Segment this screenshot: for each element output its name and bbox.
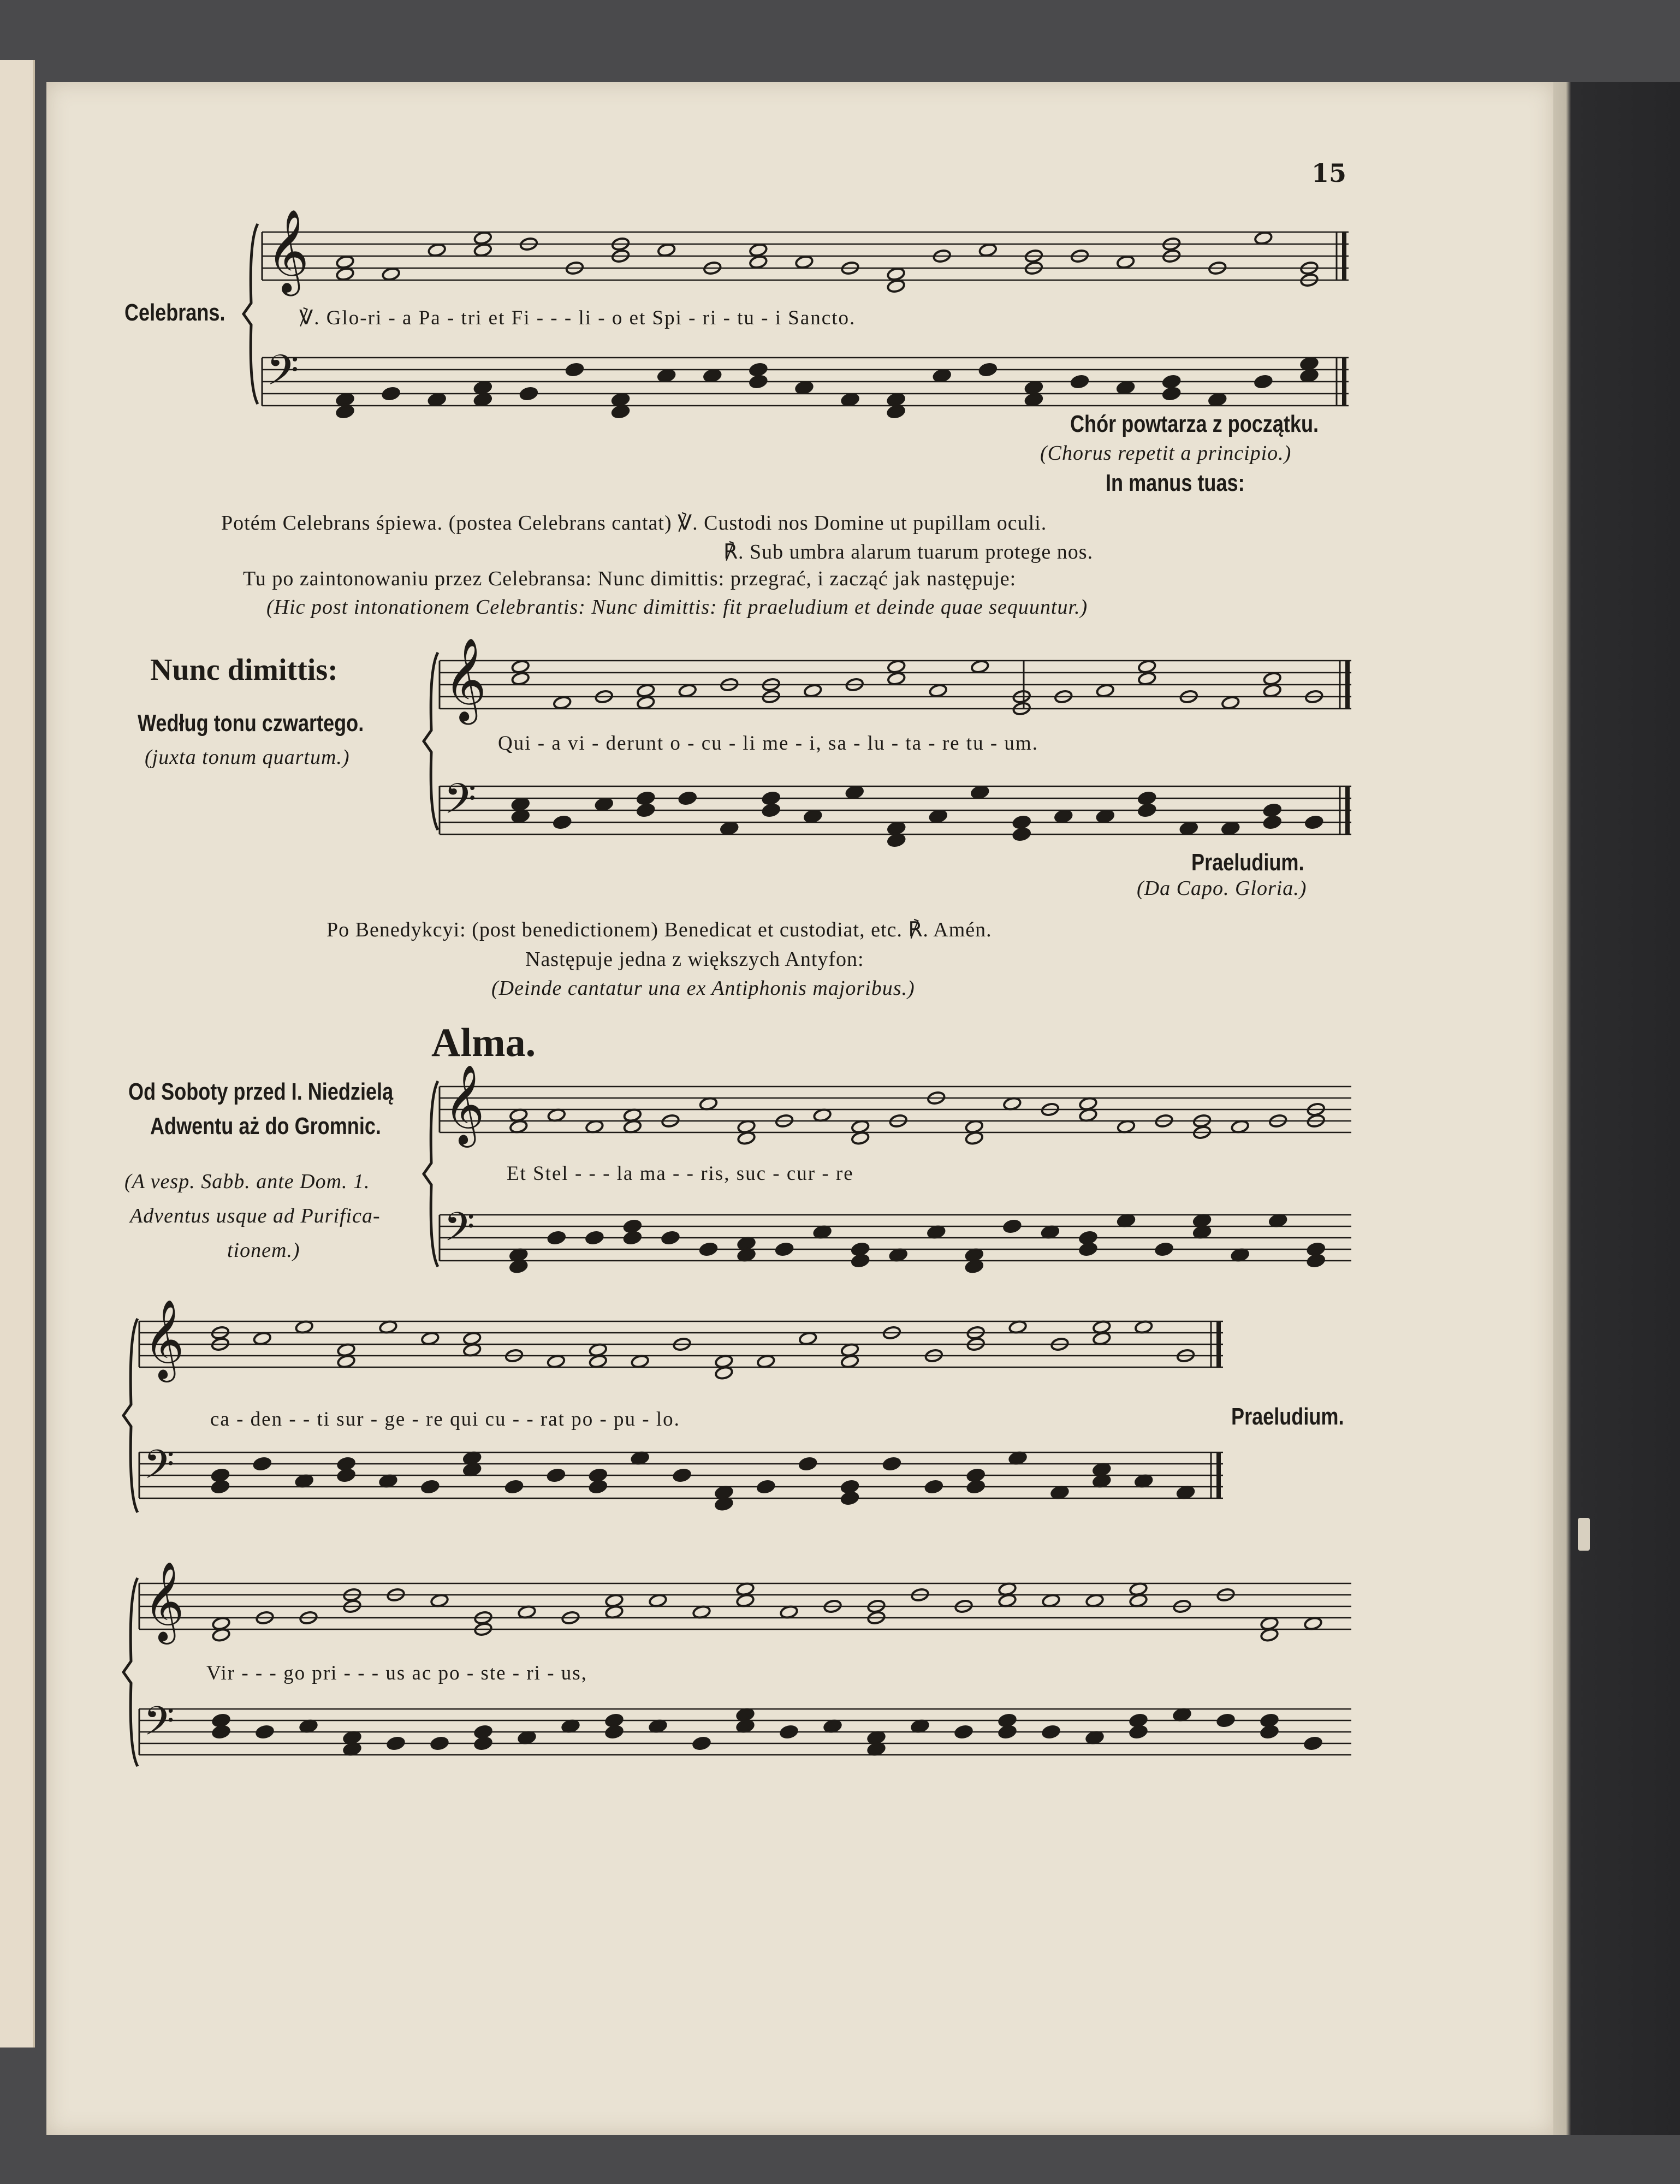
alma3-bass-note — [1304, 1736, 1322, 1750]
alma1-bass-note — [737, 1236, 756, 1250]
alma1-bass-note — [547, 1231, 566, 1245]
alma1-treble-note — [1079, 1096, 1097, 1111]
alma3-bass-note — [780, 1725, 798, 1739]
system2-bass-note — [1054, 809, 1073, 823]
bass-clef-icon: 𝄢 — [444, 1203, 475, 1260]
alma3-bass-note — [1260, 1713, 1279, 1728]
system1-treble-note — [887, 279, 905, 293]
alma2-bass-note — [966, 1468, 985, 1482]
alma1-treble-note — [547, 1108, 566, 1122]
alma1-treble-note — [509, 1108, 528, 1122]
treble-clef-icon: 𝄞 — [266, 209, 310, 293]
alma3-bass-note — [1216, 1713, 1235, 1728]
alma2-bass-note — [715, 1485, 733, 1499]
system2-bass-note — [887, 833, 906, 847]
system1-bass-note — [519, 387, 538, 401]
instruction-line-1: Potém Celebrans śpiewa. (postea Celebrans cantat) ℣. Custodi nos Domine ut pupillam oculi. — [221, 512, 1047, 535]
benediction-line-3: (Deinde cantatur una ex Antiphonis majoribus.) — [491, 977, 915, 1000]
system2-bass-note — [762, 791, 780, 805]
alma3-bass-note — [692, 1736, 711, 1750]
alma3-treble-note — [212, 1616, 230, 1630]
system1-bass-note — [1162, 375, 1181, 389]
alma2-bass-note — [799, 1457, 817, 1471]
alma2-bass-note — [1093, 1474, 1111, 1488]
system1-bass-note — [382, 387, 400, 401]
alma3-bass-note — [911, 1719, 929, 1733]
system1-bass-note — [657, 369, 676, 383]
alma3-bass-note — [212, 1713, 230, 1728]
alma2-bass-note — [757, 1480, 775, 1494]
system1-bass-note — [1254, 375, 1273, 389]
alma2-bass-note — [841, 1491, 859, 1505]
alma3-bass-note — [605, 1713, 624, 1728]
system2-bass-note — [1263, 815, 1281, 829]
system2-bass-note — [511, 809, 530, 823]
alma3-bass-note — [343, 1730, 361, 1744]
alma3-bass-note — [736, 1707, 755, 1722]
system1-brace — [244, 224, 258, 404]
system1-bass-note — [336, 393, 354, 407]
alma3-treble-note — [430, 1593, 449, 1607]
alma2-treble-note — [1093, 1331, 1111, 1345]
alma1-treble-note — [813, 1108, 832, 1122]
alma3-bass-note — [867, 1730, 886, 1744]
alma2-treble-note — [1093, 1320, 1111, 1334]
alma2-bass-note — [589, 1480, 607, 1494]
system1-bass-note — [749, 375, 768, 389]
alma2-treble-note — [337, 1354, 355, 1368]
alma3-bass-note — [1085, 1730, 1104, 1744]
system2-treble-note — [637, 684, 655, 698]
alma2-treble-note — [295, 1320, 313, 1334]
benediction-line-1: Po Benedykcyi: (post benedictionem) Benedicat et custodiat, etc. ℟. Amén. — [326, 918, 992, 941]
alma3-bass-note — [1260, 1725, 1279, 1739]
system2-treble-note — [1263, 684, 1281, 698]
system1-bass-note — [612, 393, 630, 407]
system1-treble-note — [657, 243, 676, 257]
system1-treble-note — [887, 267, 905, 281]
system2-bass-note — [637, 791, 655, 805]
instruction-line-3: Tu po zaintonowaniu przez Celebransa: Nunc dimittis: przegrać, i zacząć jak następuje: — [243, 567, 1017, 590]
system2-bass-note — [1012, 827, 1031, 841]
system1-treble-note — [428, 243, 446, 257]
system1-bass-note — [473, 381, 492, 395]
system1-bass-note — [1024, 393, 1043, 407]
bass-clef-icon: 𝄢 — [144, 1697, 175, 1754]
system2-treble-note — [1221, 696, 1240, 710]
system2-brace — [424, 652, 438, 830]
system2-treble-note — [1263, 672, 1281, 686]
system2-bass-note — [1305, 815, 1323, 829]
system2-treble-note — [887, 672, 906, 686]
treble-clef-icon: 𝄞 — [144, 1560, 185, 1641]
system1-lyrics: ℣. Glo-ri - a Pa - tri et Fi - - - li - o et Spi - ri - tu - i Sancto. — [299, 307, 856, 329]
system1-treble-note — [1117, 255, 1135, 269]
system2-bass-note — [1179, 821, 1198, 835]
nunc-dimittis-title: Nunc dimittis: — [150, 653, 338, 687]
tone-label-pl: Według tonu czwartego. — [138, 710, 364, 737]
alma2-treble-note — [715, 1354, 733, 1368]
alma2-treble-note — [799, 1331, 817, 1345]
system2-bass-note — [762, 803, 780, 817]
alma1-treble-note — [1003, 1096, 1022, 1111]
alma1-treble-note — [509, 1119, 528, 1133]
alma1-treble-note — [585, 1119, 604, 1133]
alma3-treble-note — [780, 1605, 798, 1619]
system2-bass-note — [1221, 821, 1240, 835]
system1-bass-note — [749, 363, 768, 377]
system2-treble-note — [637, 696, 655, 710]
alma1-treble-note — [737, 1131, 756, 1145]
alma-side-la-1: (A vesp. Sabb. ante Dom. 1. — [124, 1170, 370, 1193]
alma1-bass-note — [927, 1225, 946, 1239]
system1-bass-note — [795, 381, 814, 395]
system1-treble-note — [1254, 231, 1273, 245]
alma1-bass-note — [1231, 1248, 1249, 1262]
page-number: 15 — [1311, 158, 1347, 188]
alma2-treble-note — [841, 1343, 859, 1357]
alma2-bass-note — [1177, 1485, 1195, 1499]
alma-title: Alma. — [431, 1020, 536, 1065]
alma-lyrics-1: Et Stel - - - la ma - - ris, suc - cur - re — [507, 1162, 854, 1185]
alma1-treble-note — [1231, 1119, 1249, 1133]
system2-bass-note — [1138, 803, 1156, 817]
alma3-bass-note — [1173, 1707, 1191, 1722]
alma1-bass-note — [889, 1248, 907, 1262]
alma2-treble-note — [589, 1354, 607, 1368]
alma2-bass-note — [589, 1468, 607, 1482]
alma2-bass-note — [295, 1474, 313, 1488]
alma3-bass-note — [954, 1725, 973, 1739]
alma3-bass-note — [998, 1725, 1017, 1739]
system2-treble-note — [553, 696, 572, 710]
alma1-bass-note — [585, 1231, 604, 1245]
system2-lyrics: Qui - a vi - derunt o - cu - li me - i, sa - lu - ta - re tu - um. — [498, 732, 1038, 755]
system1-bass-note — [978, 363, 997, 377]
alma2-bass-note — [1050, 1485, 1069, 1499]
treble-clef-icon: 𝄞 — [444, 637, 487, 722]
alma3-bass-note — [998, 1713, 1017, 1728]
alma3-bass-note — [299, 1719, 318, 1733]
alma2-treble-note — [463, 1343, 482, 1357]
instruction-line-2: ℟. Sub umbra alarum tuarum protege nos. — [723, 541, 1094, 563]
system2-bass-note — [887, 821, 906, 835]
alma1-brace — [424, 1081, 438, 1267]
alma2-bass-note — [337, 1468, 355, 1482]
alma3-treble-note — [1085, 1593, 1104, 1607]
alma3-bass-note — [474, 1736, 492, 1750]
alma3-bass-note — [212, 1725, 230, 1739]
celebrans-label: Celebrans. — [124, 299, 225, 326]
praeludium-label: Praeludium. — [1191, 849, 1304, 876]
alma2-bass-note — [463, 1462, 482, 1476]
alma-side-pl-2: Adwentu aż do Gromnic. — [150, 1113, 381, 1140]
alma1-bass-note — [965, 1259, 983, 1273]
alma3-bass-note — [430, 1736, 449, 1750]
system1-bass-note — [1162, 387, 1181, 401]
alma1-bass-note — [851, 1254, 870, 1268]
system2-bass-note — [929, 809, 947, 823]
da-capo-label: (Da Capo. Gloria.) — [1137, 877, 1307, 900]
system1-bass-note — [703, 369, 722, 383]
system1-bass-note — [1117, 381, 1135, 395]
alma2-brace — [123, 1319, 138, 1512]
treble-clef-icon: 𝄞 — [444, 1064, 485, 1144]
alma2-bass-note — [673, 1468, 691, 1482]
alma2-treble-note — [337, 1343, 355, 1357]
system1-treble-note — [473, 243, 492, 257]
alma1-bass-note — [1003, 1219, 1022, 1233]
alma3-bass-note — [823, 1719, 842, 1733]
system2-bass-note — [971, 785, 989, 799]
alma2-treble-note — [379, 1320, 397, 1334]
chorus-repeat-pl: Chór powtarza z początku. — [1070, 411, 1319, 437]
alma2-bass-note — [421, 1480, 440, 1494]
alma3-treble-note — [605, 1605, 624, 1619]
alma3-treble-note — [1129, 1582, 1148, 1596]
benediction-line-2: Następuje jedna z większych Antyfon: — [525, 948, 864, 971]
alma3-bass-note — [474, 1725, 492, 1739]
system2-bass-note — [595, 797, 613, 811]
bass-clef-icon: 𝄢 — [266, 345, 299, 405]
system2-bass-note — [804, 809, 822, 823]
alma1-bass-note — [1079, 1231, 1097, 1245]
alma1-bass-note — [1307, 1254, 1325, 1268]
alma3-treble-note — [1304, 1616, 1322, 1630]
system1-bass-note — [887, 405, 905, 419]
alma3-treble-note — [1260, 1616, 1279, 1630]
alma2-bass-note — [966, 1480, 985, 1494]
alma2-bass-note — [505, 1480, 524, 1494]
alma1-bass-note — [509, 1259, 528, 1273]
alma1-treble-note — [965, 1119, 983, 1133]
bass-clef-icon: 𝄢 — [144, 1440, 175, 1497]
alma1-bass-note — [1193, 1213, 1212, 1227]
alma3-treble-note — [998, 1593, 1017, 1607]
system2-treble-note — [511, 672, 530, 686]
system2-bass-note — [1012, 815, 1031, 829]
system2-bass-note — [720, 821, 739, 835]
system2-bass-note — [1138, 791, 1156, 805]
alma2-bass-note — [924, 1480, 943, 1494]
system1-treble-note — [336, 267, 354, 281]
alma3-treble-note — [1260, 1628, 1279, 1642]
system2-bass-note — [637, 803, 655, 817]
alma3-treble-note — [518, 1605, 536, 1619]
alma1-bass-note — [737, 1248, 756, 1262]
alma1-bass-note — [851, 1242, 870, 1256]
system2-bass-note — [1263, 803, 1281, 817]
system2-treble-note — [1096, 684, 1114, 698]
alma1-bass-note — [1269, 1213, 1287, 1227]
alma3-treble-note — [998, 1582, 1017, 1596]
alma2-treble-note — [841, 1354, 859, 1368]
alma1-treble-note — [851, 1131, 870, 1145]
alma1-treble-note — [965, 1131, 983, 1145]
alma2-bass-note — [211, 1468, 229, 1482]
alma-lyrics-3: Vir - - - go pri - - - us ac po - ste - ri - us, — [206, 1662, 587, 1684]
system1-bass-note — [933, 369, 951, 383]
alma3-bass-note — [649, 1719, 667, 1733]
chorus-repeat-la: (Chorus repetit a principio.) — [1040, 442, 1292, 465]
system2-treble-note — [678, 684, 697, 698]
alma2-treble-note — [631, 1354, 649, 1368]
system1-bass-note — [428, 393, 446, 407]
system2-treble-note — [929, 684, 947, 698]
alma2-bass-note — [463, 1451, 482, 1465]
alma3-bass-note — [867, 1742, 886, 1756]
system2-bass-note — [1096, 809, 1114, 823]
alma1-treble-note — [623, 1119, 642, 1133]
alma1-bass-note — [813, 1225, 832, 1239]
alma3-bass-note — [387, 1736, 405, 1750]
alma1-treble-note — [623, 1108, 642, 1122]
alma3-bass-note — [736, 1719, 755, 1733]
alma2-bass-note — [547, 1468, 565, 1482]
alma2-bass-note — [253, 1457, 271, 1471]
alma1-bass-note — [623, 1231, 642, 1245]
system2-bass-note — [845, 785, 864, 799]
alma3-bass-note — [1042, 1725, 1060, 1739]
bass-clef-icon: 𝄢 — [444, 774, 477, 833]
alma1-bass-note — [1117, 1213, 1136, 1227]
system1-bass-note — [1300, 369, 1319, 383]
system1-bass-note — [1071, 375, 1089, 389]
tone-label-la: (juxta tonum quartum.) — [145, 746, 350, 769]
alma2-bass-note — [715, 1497, 733, 1511]
alma3-treble-note — [1129, 1593, 1148, 1607]
system1-treble-note — [473, 231, 492, 245]
alma3-treble-note — [649, 1593, 667, 1607]
alma1-bass-note — [1193, 1225, 1212, 1239]
system1-treble-note — [749, 255, 768, 269]
alma2-treble-note — [589, 1343, 607, 1357]
alma1-treble-note — [737, 1119, 756, 1133]
system1-treble-note — [978, 243, 997, 257]
alma2-treble-note — [715, 1366, 733, 1380]
alma1-bass-note — [1079, 1242, 1097, 1256]
alma3-treble-note — [692, 1605, 711, 1619]
alma2-treble-note — [1135, 1320, 1153, 1334]
system2-treble-note — [804, 684, 822, 698]
alma-lyrics-2: ca - den - - ti sur - ge - re qui cu - - rat po - pu - lo. — [210, 1408, 680, 1431]
system1-bass-note — [887, 393, 905, 407]
alma1-bass-note — [1041, 1225, 1059, 1239]
alma1-treble-note — [1117, 1119, 1136, 1133]
alma1-bass-note — [699, 1242, 718, 1256]
system2-treble-note — [511, 660, 530, 674]
alma3-bass-note — [343, 1742, 361, 1756]
system2-treble-note — [1138, 672, 1156, 686]
alma3-treble-note — [736, 1582, 755, 1596]
alma1-treble-note — [699, 1096, 718, 1111]
alma2-bass-note — [211, 1480, 229, 1494]
alma2-bass-note — [1008, 1451, 1027, 1465]
alma3-bass-note — [1129, 1713, 1148, 1728]
alma2-treble-note — [1008, 1320, 1027, 1334]
alma2-treble-note — [421, 1331, 440, 1345]
alma3-treble-note — [605, 1593, 624, 1607]
alma2-treble-note — [547, 1354, 565, 1368]
alma1-bass-note — [1307, 1242, 1325, 1256]
alma3-treble-note — [212, 1628, 230, 1642]
system2-treble-note — [887, 660, 906, 674]
alma2-bass-note — [379, 1474, 397, 1488]
alma3-bass-note — [561, 1719, 580, 1733]
alma1-bass-note — [509, 1248, 528, 1262]
alma-side-la-2: Adventus usque ad Purifica- — [130, 1204, 381, 1227]
system2-treble-note — [1138, 660, 1156, 674]
alma2-treble-note — [253, 1331, 271, 1345]
alma3-bass-note — [518, 1730, 536, 1744]
system1-bass-note — [1024, 381, 1043, 395]
alma2-bass-note — [841, 1480, 859, 1494]
system1-bass-note — [336, 405, 354, 419]
alma1-bass-note — [623, 1219, 642, 1233]
praeludium-label-2: Praeludium. — [1231, 1403, 1344, 1430]
system1-treble-note — [795, 255, 814, 269]
system1-bass-note — [612, 405, 630, 419]
alma3-bass-note — [256, 1725, 274, 1739]
alma1-bass-note — [661, 1231, 680, 1245]
system2-bass-note — [511, 797, 530, 811]
alma3-brace — [123, 1578, 138, 1766]
system1-bass-note — [473, 393, 492, 407]
system1-bass-note — [566, 363, 584, 377]
alma3-treble-note — [736, 1593, 755, 1607]
system1-bass-note — [841, 393, 859, 407]
alma2-treble-note — [463, 1331, 482, 1345]
treble-clef-icon: 𝄞 — [144, 1298, 185, 1379]
alma1-bass-note — [1155, 1242, 1173, 1256]
alma2-bass-note — [882, 1457, 901, 1471]
alma2-bass-note — [1093, 1462, 1111, 1476]
alma2-bass-note — [337, 1457, 355, 1471]
alma2-bass-note — [1135, 1474, 1153, 1488]
system2-bass-note — [553, 815, 572, 829]
alma2-treble-note — [757, 1354, 775, 1368]
alma1-bass-note — [965, 1248, 983, 1262]
alma-side-la-3: tionem.) — [227, 1239, 300, 1262]
alma1-bass-note — [775, 1242, 794, 1256]
system1-treble-note — [382, 267, 400, 281]
instruction-line-4: (Hic post intonationem Celebrantis: Nunc dimittis: fit praeludium et deinde quae sequuntur.) — [266, 596, 1088, 619]
alma2-bass-note — [631, 1451, 649, 1465]
alma-side-pl-1: Od Soboty przed I. Niedzielą — [128, 1078, 394, 1105]
alma3-treble-note — [1042, 1593, 1060, 1607]
system2-bass-note — [678, 791, 697, 805]
system1-bass-note — [1208, 393, 1227, 407]
in-manus-tuas: In manus tuas: — [1106, 470, 1245, 496]
system2-treble-note — [971, 660, 989, 674]
alma1-treble-note — [1079, 1108, 1097, 1122]
system1-bass-note — [1300, 357, 1319, 371]
alma1-treble-note — [851, 1119, 870, 1133]
system1-treble-note — [336, 255, 354, 269]
alma3-bass-note — [605, 1725, 624, 1739]
alma3-bass-note — [1129, 1725, 1148, 1739]
system1-treble-note — [749, 243, 768, 257]
